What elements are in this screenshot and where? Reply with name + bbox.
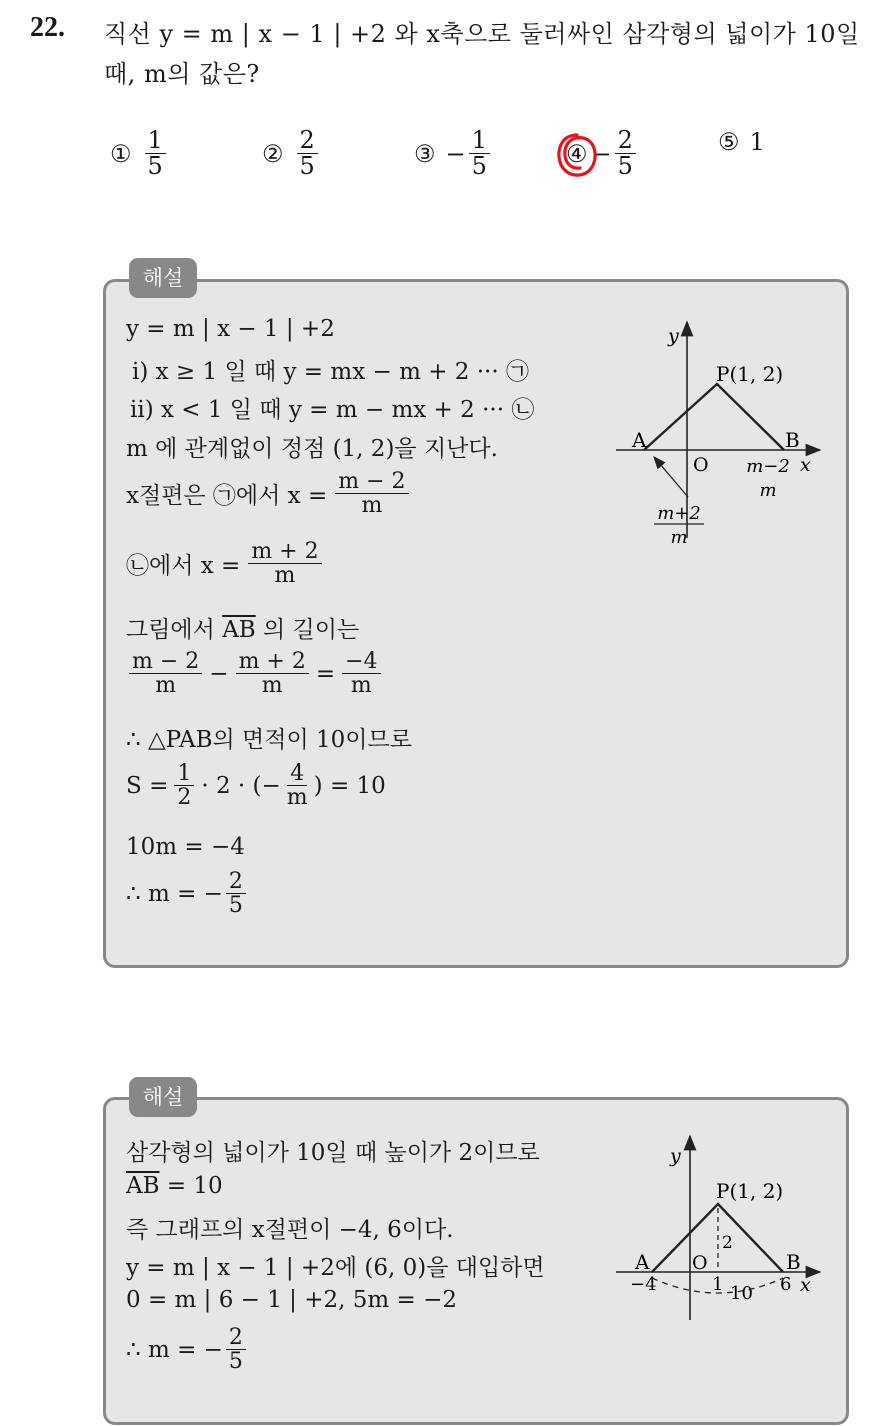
question-text-line1: 직선 y = m | x − 1 | +2 와 x축으로 둘러싸인 삼각형의 넓이가 10일 [104, 20, 860, 48]
point-a-label: A [632, 428, 647, 452]
sol1-line-4: m 에 관계없이 정점 (1, 2)을 지난다. [126, 436, 498, 462]
solution-tag-2: 해설 [129, 1077, 197, 1117]
pointer-arrow [654, 457, 688, 497]
sol1-line-3: ⅱ) x < 1 일 때 y = m − mx + 2 ··· ㉡ [130, 397, 535, 423]
sol1-line-12: ∴ m = − $\frac{2}{5}$ [126, 870, 249, 917]
choice-4[interactable]: ④ − $\frac{2}{5}$ [566, 128, 639, 179]
choice-1[interactable]: ① $\frac{1}{5}$ [110, 128, 169, 179]
question-text-line2: 때, m의 값은? [104, 60, 260, 88]
y-axis-label: y [668, 325, 679, 347]
graph-line [644, 384, 784, 450]
choice-3[interactable]: ③ − $\frac{1}{5}$ [414, 128, 493, 179]
sol2-line-3: 즉 그래프의 x절편이 −4, 6이다. [126, 1217, 454, 1243]
sol2-line-4: y = m | x − 1 | +2에 (6, 0)을 대입하면 [126, 1255, 545, 1281]
answer-circle-mark [555, 131, 599, 179]
sol1-line-1: y = m | x − 1 | +2 [126, 316, 335, 342]
solution-tag-1: 해설 [129, 258, 197, 298]
tick-6: 6 [780, 1274, 792, 1295]
tick-minus-4: −4 [630, 1274, 657, 1295]
y-axis-label: y [670, 1145, 681, 1167]
graph-2 [608, 1130, 830, 1330]
point-p-label: P(1, 2) [716, 1179, 784, 1203]
point-b-label: B [786, 1250, 801, 1274]
choice-2[interactable]: ② $\frac{2}{5}$ [262, 128, 321, 179]
sol1-line-11: 10m = −4 [126, 834, 245, 860]
x-axis-label: x [800, 454, 811, 476]
height-label: 2 [722, 1233, 733, 1253]
sol2-line-1: 삼각형의 넓이가 10일 때 높이가 2이므로 [126, 1140, 540, 1166]
origin-label: O [692, 1252, 708, 1274]
sol2-line-2: $\overline{AB} = 10$ [126, 1173, 223, 1199]
x-axis-label: x [800, 1274, 811, 1296]
sol1-line-2: ⅰ) x ≥ 1 일 때 y = mx − m + 2 ··· ㉠ [132, 359, 529, 385]
sol1-line-7: 그림에서 $\overline{AB}$ 의 길이는 [126, 617, 360, 643]
choice-5[interactable]: ⑤ 1 [718, 128, 765, 156]
point-b-label: B [785, 428, 800, 452]
b-coord-denominator: m [759, 480, 777, 501]
question-number: 22. [30, 12, 65, 43]
sol2-line-6: ∴ m = − $\frac{2}{5}$ [126, 1326, 249, 1373]
a-coord-numerator: m+2 [657, 503, 701, 524]
segment-ab: $\overline{AB}$ [222, 617, 256, 643]
sol1-line-8: $\frac{m - 2}{m}$ − $\frac{m + 2}{m}$ = $\frac{-4}{m}$ [126, 650, 384, 697]
tick-1: 1 [712, 1274, 724, 1295]
base-length-label: 10 [730, 1283, 753, 1304]
sol1-line-6: ㉡에서 x = $\frac{m + 2}{m}$ [126, 540, 325, 587]
sol1-line-9: ∴ △PAB의 면적이 10이므로 [126, 727, 412, 753]
point-a-label: A [635, 1250, 650, 1274]
point-p-label: P(1, 2) [716, 362, 784, 386]
b-coord-numerator: m−2 [746, 456, 790, 477]
sol2-line-5: 0 = m | 6 − 1 | +2, 5m = −2 [126, 1287, 458, 1313]
sol1-line-5: x절편은 ㉠에서 x = $\frac{m - 2}{m}$ [126, 470, 412, 517]
a-coord-denominator: m [670, 527, 688, 548]
graph-1 [608, 316, 830, 556]
origin-label: O [693, 454, 709, 476]
sol1-line-10: S = $\frac{1}{2}$ · 2 · (− $\frac{4}{m}$ ) = 10 [126, 761, 386, 811]
